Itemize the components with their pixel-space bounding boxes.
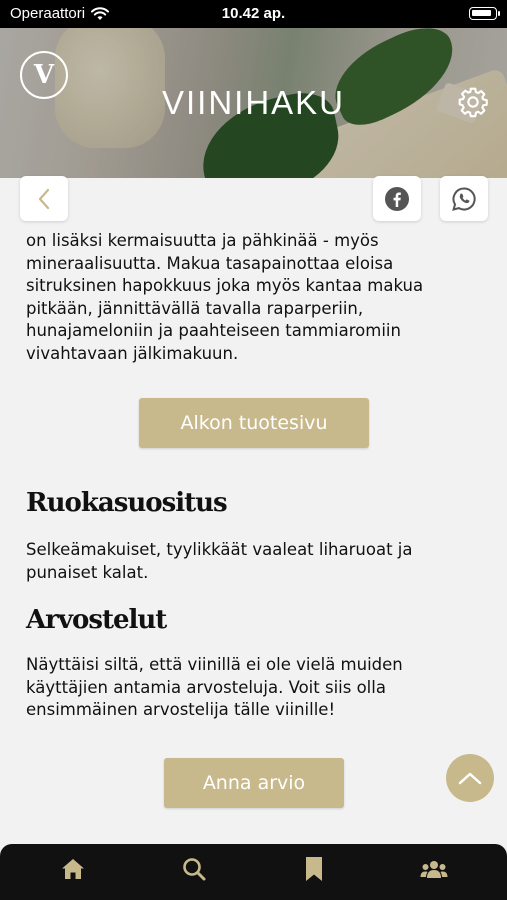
tab-saved[interactable] — [294, 854, 334, 884]
app-logo[interactable]: V — [20, 51, 68, 99]
tab-community[interactable] — [414, 854, 454, 884]
back-button[interactable] — [20, 176, 68, 221]
users-icon — [420, 859, 448, 879]
app-title: VIINIHAKU — [161, 84, 346, 121]
facebook-icon — [384, 186, 410, 212]
carrier-name: Operaattori — [10, 5, 86, 22]
add-review-button[interactable]: Anna arvio — [164, 758, 344, 808]
food-recommendation-text: Selkeämakuiset, tyylikkäät vaaleat liharuoat ja punaiset kalat. — [26, 540, 413, 582]
chevron-up-icon — [458, 771, 482, 785]
bookmark-icon — [304, 856, 324, 882]
chevron-left-icon — [37, 188, 51, 210]
status-bar — [0, 0, 507, 28]
bottom-tab-bar — [0, 844, 507, 900]
clock: 10.42 ap. — [221, 5, 286, 22]
home-icon — [60, 857, 86, 881]
food-recommendation-heading: Ruokasuositus — [26, 488, 227, 518]
share-whatsapp-button[interactable] — [440, 176, 488, 221]
whatsapp-icon — [451, 186, 477, 212]
gear-icon[interactable] — [457, 86, 489, 118]
reviews-heading: Arvostelut — [26, 605, 167, 635]
search-icon — [181, 856, 207, 882]
reviews-empty-text: Näyttäisi siltä, että viinillä ei ole vielä muiden käyttäjien antamia arvosteluja. Voit siis olla ensimmäinen arvostelija tälle viinille! — [26, 655, 403, 719]
scroll-to-top-button[interactable] — [446, 754, 494, 802]
wine-detail-content[interactable] — [0, 178, 507, 844]
tab-home[interactable] — [53, 854, 93, 884]
battery-icon — [469, 7, 497, 20]
share-facebook-button[interactable] — [373, 176, 421, 221]
alko-product-page-button[interactable]: Alkon tuotesivu — [139, 398, 369, 448]
wine-description: on lisäksi kermaisuutta ja pähkinää - myös mineraalisuutta. Makua tasapainottaa eloisa sitruksinen hapokkuus joka myös kantaa makua pitkään, jännittävällä tavalla raparperiin, hunajameloniin ja paahteiseen tammiaromiin vivahtavaan jälkimakuun. — [26, 231, 424, 363]
tab-search[interactable] — [174, 854, 214, 884]
